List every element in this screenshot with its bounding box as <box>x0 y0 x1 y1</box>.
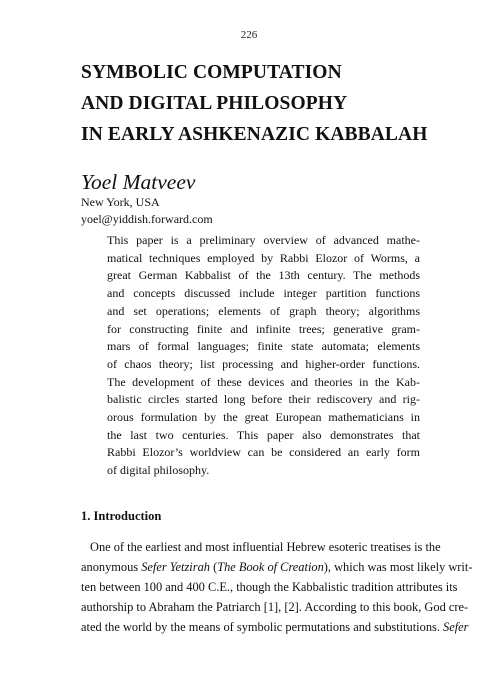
paper-title <box>81 57 481 150</box>
body-line: authorship to Abraham the Patriarch [1], [2]. According to this book, God cre- <box>81 600 469 614</box>
body-line: anonymous Sefer Yetzirah (The Book of Creation), which was most likely writ- <box>81 560 473 574</box>
book-title-hebrew: Sefer <box>443 620 469 634</box>
author-location: New York, USA <box>81 195 160 209</box>
abstract-line: The development of these devices and theories in the Kab- <box>107 374 420 389</box>
title-line: AND DIGITAL PHILOSOPHY <box>81 93 348 114</box>
title-line: SYMBOLIC COMPUTATION <box>81 62 342 83</box>
author-name: Yoel Matveev <box>81 170 196 194</box>
body-line: One of the earliest and most influential Hebrew esoteric treatises is the <box>90 540 441 554</box>
abstract-line: orous formulation by the great European mathematicians in <box>107 410 420 425</box>
abstract-line: and concepts discussed include integer partition functions <box>107 286 420 301</box>
page-number: 226 <box>240 29 258 41</box>
abstract-line: matical techniques employed by Rabbi Elozor of Worms, a <box>107 250 420 265</box>
abstract-line: balistic circles started long before their rediscovery and rig- <box>107 392 420 407</box>
abstract-line: and set operations; elements of graph theory; algorithms <box>107 303 420 318</box>
abstract-line: the last two centuries. This paper also demonstrates that <box>107 427 420 442</box>
book-title-english: The Book of Creation <box>217 560 324 574</box>
abstract-line: This paper is a preliminary overview of advanced mathe- <box>107 233 420 247</box>
abstract-line: for constructing finite and infinite trees; generative gram- <box>107 321 420 336</box>
book-title-hebrew: Sefer Yetzirah <box>141 560 210 574</box>
body-paragraph <box>81 537 473 637</box>
abstract-line: mars of formal languages; finite state automata; elements <box>107 339 420 354</box>
abstract-line: of digital philosophy. <box>107 463 210 478</box>
section-heading: 1. Introduction <box>81 509 162 523</box>
body-line: ten between 100 and 400 C.E., though the Kabbalistic tradition attributes its <box>81 580 458 594</box>
abstract-line: of chaos theory; list processing and higher-order functions. <box>107 356 420 371</box>
abstract-line: Rabbi Elozor’s worldview can be considered an early form <box>107 445 420 460</box>
abstract-line: great German Kabbalist of the 13th century. The methods <box>107 268 420 283</box>
title-line: IN EARLY ASHKENAZIC KABBALAH <box>81 124 428 145</box>
author-email: yoel@yiddish.forward.com <box>81 212 213 226</box>
body-line: ated the world by the means of symbolic permutations and substitutions. Sefer <box>81 620 469 634</box>
abstract <box>107 232 420 480</box>
